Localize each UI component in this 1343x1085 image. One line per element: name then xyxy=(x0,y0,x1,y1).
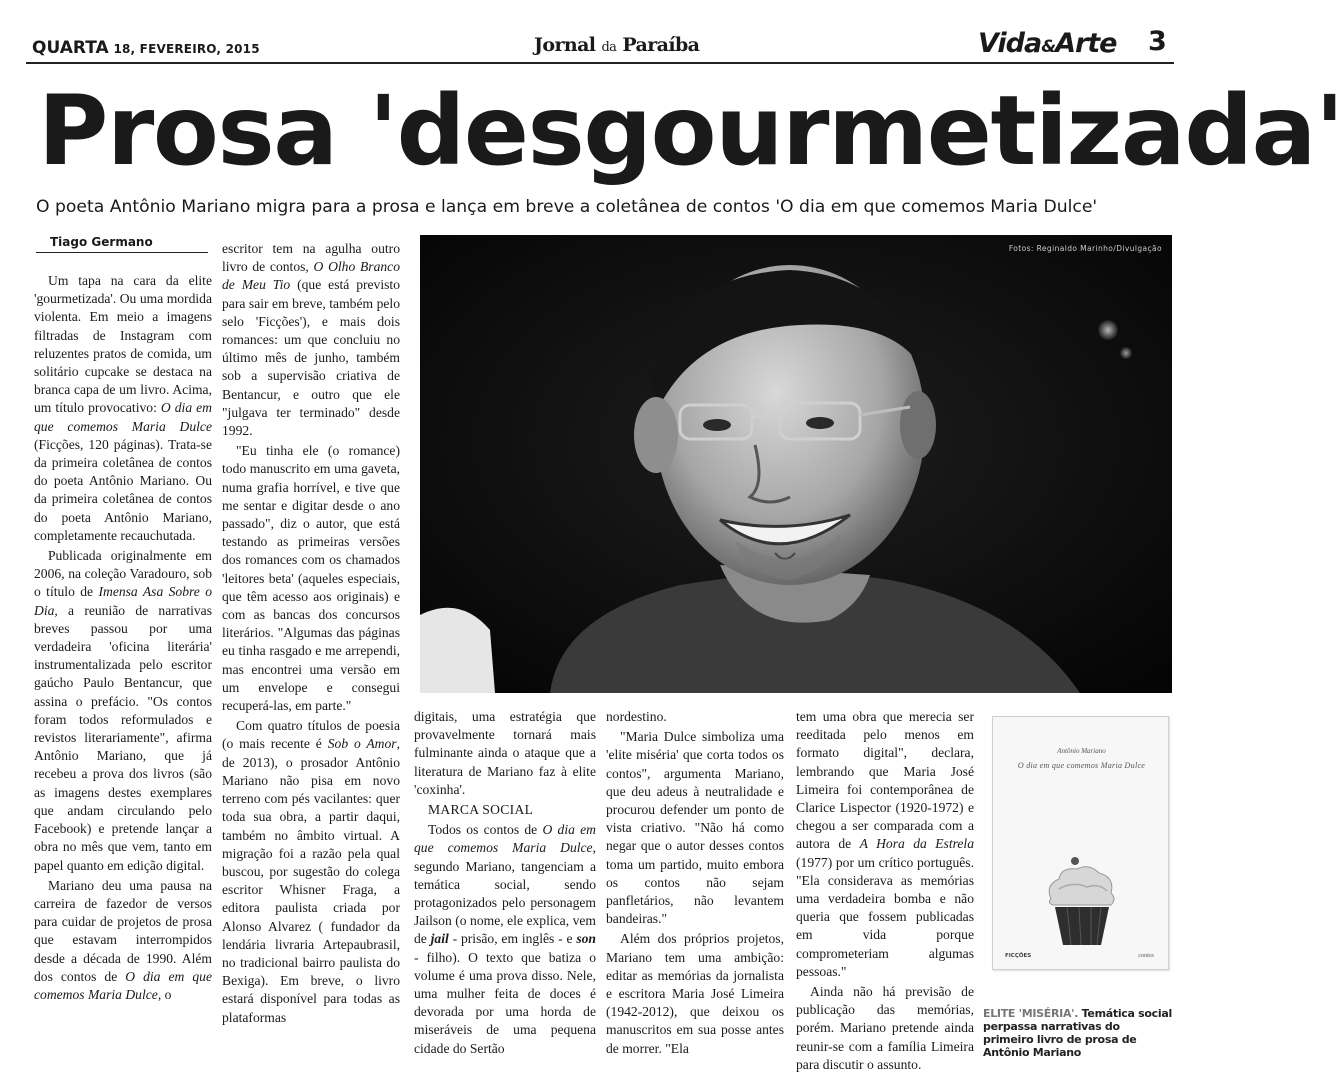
edition-date xyxy=(32,38,260,58)
byline: Tiago Germano xyxy=(36,235,208,253)
paragraph: digitais, uma estratégia que provavelmente tornará mais fulminante ainda o ataque que a literatura de Mariano faz à elite 'coxinha'. xyxy=(414,709,596,797)
edition-date-text: 18, FEVEREIRO, 2015 xyxy=(113,42,260,56)
photo-credit: Fotos: Reginaldo Marinho/Divulgação xyxy=(1008,244,1162,253)
book-title: O dia em que comemos Maria Dulce xyxy=(1017,761,1146,770)
article-column-5 xyxy=(796,708,974,1078)
section-heading: MARCA SOCIAL xyxy=(428,802,534,818)
subheadline: O poeta Antônio Mariano migra para a prosa e lança em breve a coletânea de contos 'O dia em que comemos Maria Dulce' xyxy=(36,197,1098,217)
paragraph: "Eu tinha ele (o romance) todo manuscrito em uma gaveta, numa grafia horrível, e tive que me sentar e digitar desde o ano passado", diz o autor, que está testando as primeiras versões dos romances com os chamados 'leitores beta' (aqueles especiais, que têm acesso aos originais) e com as bancas dos concursos literários. "Algumas das páginas eu tinha rasgado e me arrependi, mas encontrei uma versão em um envelope e consegui recuperá-las, em parte." xyxy=(222,443,400,714)
paragraph: Todos os contos de O dia em que comemos Maria Dulce, segundo Mariano, tangenciam a temática social, sendo protagonizados pelo personagem Jailson (o nome, ele explica, vem de jail - prisão, em inglês - e son - filho). O texto que batiza o volume é uma prova disso. Nele, uma mulher feita de doces é devorada por uma horda de miseráveis de uma pequena cidade do Sertão xyxy=(414,822,596,1056)
paragraph: Mariano deu uma pausa na carreira de fazedor de versos para cuidar de projetos de prosa que estavam interrompidos desde a década de 1990. Além dos contos de O dia em que comemos Maria Dulce, o xyxy=(34,877,212,1002)
paragraph: Um tapa na cara da elite 'gourmetizada'. Ou uma mordida violenta. Em meio a imagens filtradas de Instagram com reluzentes pratos de comida, um solitário cupcake se destaca na branca capa de um livro. Acima, um título provocativo: O dia em que comemos Maria Dulce (Ficções, 120 páginas). Trata-se da primeira coletânea de contos do poeta Antônio Mariano. Ou da primeira coletânea de contos do poeta Antônio Mariano, completamente recauchutada. xyxy=(34,273,212,543)
newspaper-logo: Jornal da Paraíba xyxy=(534,34,700,56)
headline: Prosa 'desgourmetizada' xyxy=(38,75,1343,187)
paragraph: Ainda não há previsão de publicação das memórias, porém. Mariano pretende ainda reunir-se com a família Limeira para discutir o assunto. xyxy=(796,984,974,1072)
caption-text: Temática social perpassa narrativas do primeiro livro de prosa de Antônio Mariano xyxy=(983,1007,1172,1059)
book-publisher: FICÇÕES xyxy=(1005,953,1032,959)
page-number: 3 xyxy=(1148,26,1167,57)
paragraph: nordestino. xyxy=(606,709,667,724)
paragraph: Com quatro títulos de poesia (o mais recente é Sob o Amor, de 2013), o prosador Antônio Mariano não pisa em novo terreno com pés vacilantes: quer toda sua obra, a partir daqui, também no âmbito virtual. A migração foi a razão pela qual buscou, por sugestão do colega escritor Whisner Fraga, a editora paulista criada por Alonso Alvarez ( fundador da lendária livraria Artepaubrasil, no tradicional bairro paulista do Bexiga). Em breve, o livro estará disponível para todas as plataformas xyxy=(222,718,400,1025)
portrait-photo xyxy=(420,235,1172,693)
portrait-illustration xyxy=(420,235,1172,693)
paragraph: Além dos próprios projetos, Mariano tem uma ambição: editar as memórias da jornalista e escritora Maria José Limeira (1942-2012), que deixou os manuscritos em sua posse antes de morrer. "Ela xyxy=(606,931,784,1056)
article-column-2 xyxy=(222,240,400,1078)
article-column-3 xyxy=(414,708,596,1078)
book-genre: contos xyxy=(1138,953,1154,959)
article-column-1 xyxy=(34,272,212,1078)
article-column-4 xyxy=(606,708,784,1078)
caption-label: ELITE 'MISÉRIA'. xyxy=(983,1007,1079,1020)
cupcake-icon xyxy=(1037,855,1127,947)
paragraph: escritor tem na agulha outro livro de contos, O Olho Branco de Meu Tio (que está previsto para sair em breve, também pelo selo 'Ficções'), e mais dois romances: um que concluiu no último mês de junho, também sob a supervisão criativa de Bentancur, e outro que ele "julgava ter terminado" desde 1992. xyxy=(222,241,400,439)
paragraph: Publicada originalmente em 2006, na coleção Varadouro, sob o título de Imensa Asa Sobre o Dia, a reunião de narrativas breves passou por uma verdadeira 'oficina literária' instrumentalizada pelo escritor gaúcho Paulo Bentancur, que assina o prefácio. "Os contos foram todos reformulados e revistos literariamente", afirma Antônio Mariano, que já recebeu a prova dos livros (são as imagens destes exemplares que andam circulando pelo Facebook) e pretende lançar a obra no mês que vem, tanto em papel quanto em edição digital. xyxy=(34,548,213,873)
book-author: Antônio Mariano xyxy=(1057,747,1106,755)
edition-day: QUARTA xyxy=(32,38,109,58)
photo-caption xyxy=(983,1007,1173,1059)
book-cover-image xyxy=(992,716,1169,970)
paragraph: "Maria Dulce simboliza uma 'elite miséria' que corta todos os contos", argumenta Mariano, que deu adeus à neutralidade e procurou defender um ponto de vista criativo. "Não há como negar que o autor desses contos toma um partido, muito embora os contos não sejam panfletários, não levantem bandeiras." xyxy=(606,729,784,927)
masthead xyxy=(26,26,1174,64)
paragraph: tem uma obra que merecia ser reeditada pelo menos em formato digital", declara, lembrando que Maria José Limeira foi contemporânea de Clarice Lispector (1920-1972) e chegou a ser comparada com a autora de A Hora da Estrela (1977) por um crítico português. "Ela considerava as memórias uma verdadeira bomba e não queria que fossem publicadas em vida porque comprometeriam algumas pessoas." xyxy=(796,709,975,979)
section-name: Vida&Arte xyxy=(978,28,1117,59)
